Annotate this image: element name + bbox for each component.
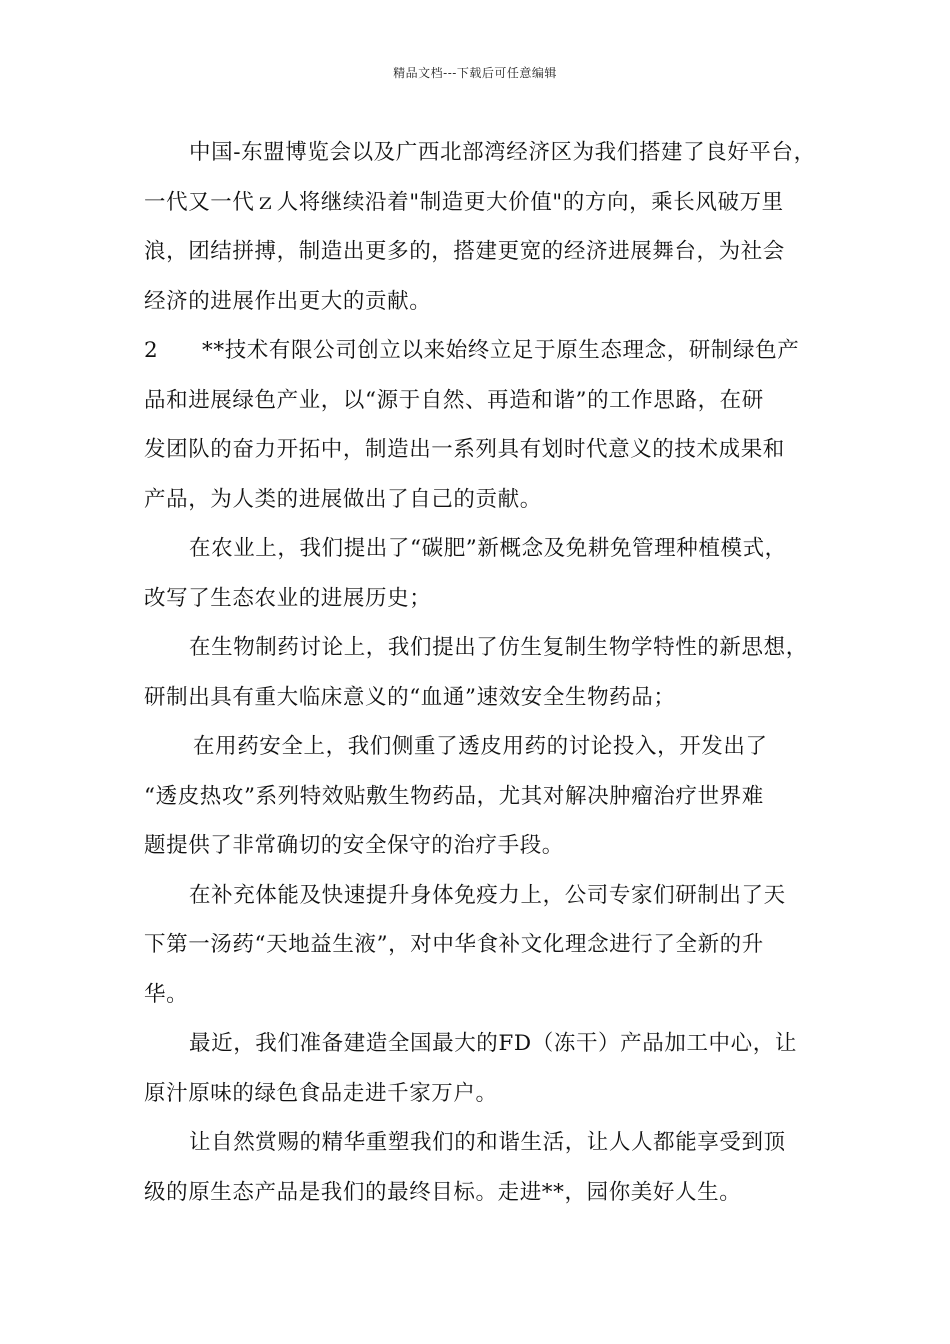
- text-line: 在生物制药讨论上，我们提出了仿生复制生物学特性的新思想，: [189, 635, 808, 660]
- text-line: 研制出具有重大临床意义的“血通”速效安全生物药品；: [144, 684, 676, 710]
- text-line: 产品，为人类的进展做出了自己的贡献。: [144, 486, 542, 512]
- text-line: “透皮热攻”系列特效贴敷生物药品，尤其对解决肿瘤治疗世界难: [144, 783, 764, 809]
- text-line: 原汁原味的绿色食品走进千家万户。: [144, 1080, 498, 1106]
- document-body: [144, 128, 816, 1217]
- text-line: 下第一汤药“天地益生液”，对中华食补文化理念进行了全新的升: [144, 932, 764, 957]
- text-line: 在用药安全上，我们侧重了透皮用药的讨论投入，开发出了: [193, 734, 768, 759]
- text-line: 在农业上，我们提出了“碳肥”新概念及免耕免管理种植模式，: [189, 536, 787, 561]
- page-header: 精品文档---下载后可任意编辑: [393, 66, 557, 80]
- text-line: 在补充体能及快速提升身体免疫力上，公司专家们研制出了天: [189, 882, 786, 908]
- text-line: 发团队的奋力开拓中，制造出一系列具有划时代意义的技术成果和: [144, 437, 785, 462]
- text-line: 华。: [144, 981, 189, 1007]
- text-line: 浪，团结拼搏，制造出更多的，搭建更宽的经济进展舞台，为社会: [144, 239, 785, 264]
- text-line: 品和进展绿色产业，以“源于自然、再造和谐”的工作思路，在研: [144, 387, 764, 413]
- text-line: 改写了生态农业的进展历史；: [144, 585, 432, 611]
- text-line: **技术有限公司创立以来始终立足于原生态理念，研制绿色产: [202, 338, 800, 363]
- text-line: 中国-东盟博览会以及广西北部湾经济区为我们搭建了良好平台，: [189, 140, 816, 165]
- text-line: 题提供了非常确切的安全保守的治疗手段。: [144, 833, 564, 858]
- text-line: 最近，我们准备建造全国最大的FD（冻干）产品加工中心，让: [189, 1031, 797, 1056]
- numbered-line: [144, 326, 812, 376]
- section-number: 2: [144, 338, 159, 363]
- text-line: 经济的进展作出更大的贡献。: [144, 288, 432, 314]
- text-line: 级的原生态产品是我们的最终目标。走进**，园你美好人生。: [144, 1179, 742, 1205]
- text-line: 让自然赏赐的精华重塑我们的和谐生活，让人人都能享受到顶: [189, 1130, 786, 1155]
- text-line: 一代又一代ｚ人将继续沿着"制造更大价值"的方向，乘长风破万里: [144, 189, 784, 215]
